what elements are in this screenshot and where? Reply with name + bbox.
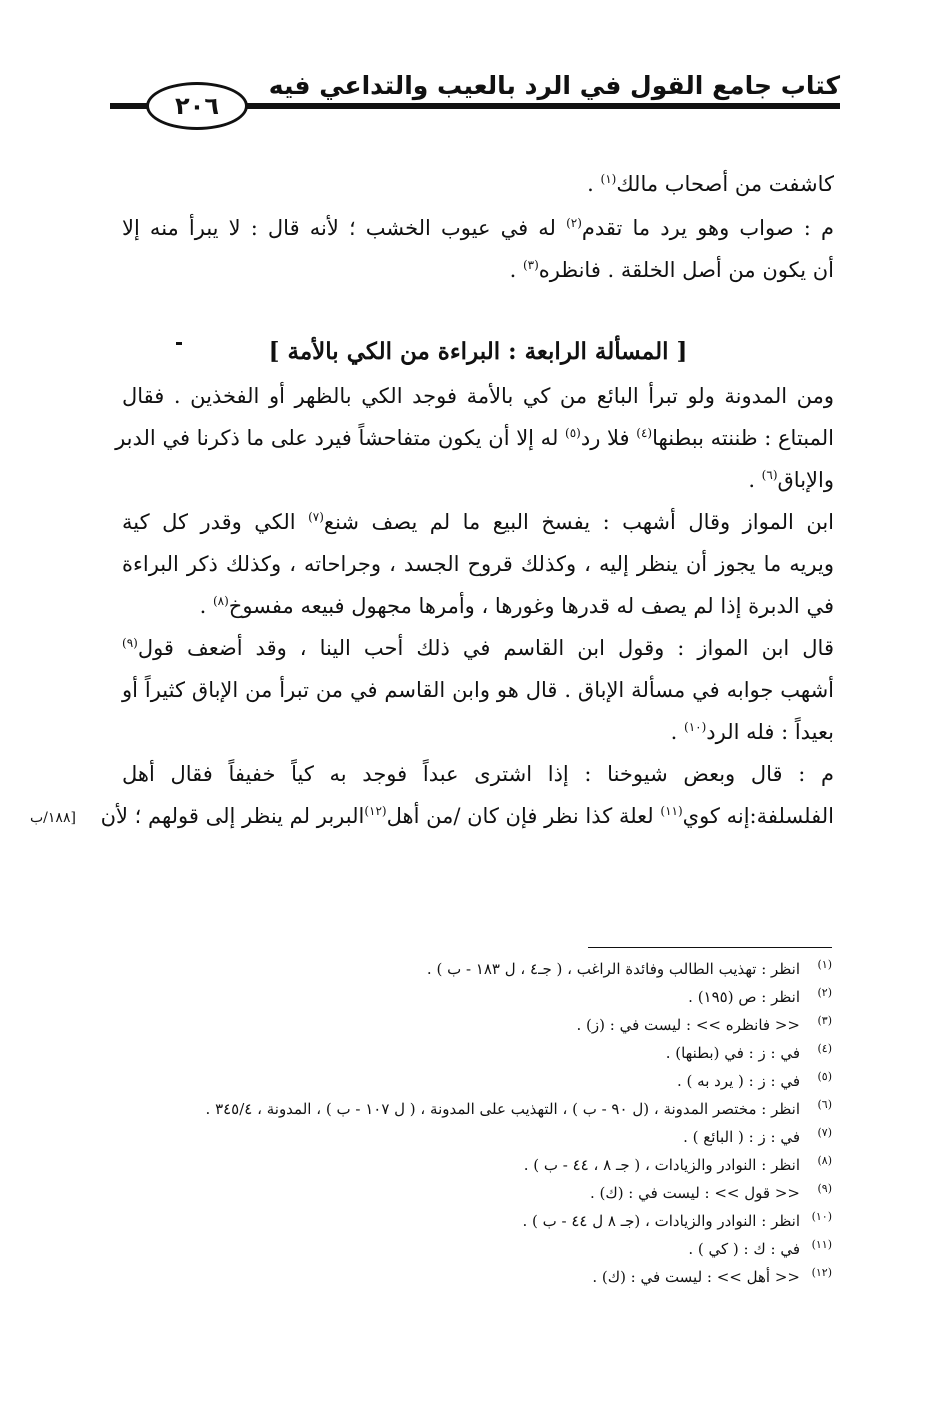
text-line: أن يكون من أصل الخلقة . فانظره$^{(٣)}$ . xyxy=(509,258,834,282)
footnote: (٧)في : ز : ( البائع ) . xyxy=(683,1126,832,1146)
text-line: كاشفت من أصحاب مالك$^{(١)}$ . xyxy=(587,172,834,196)
footnote: (١١)في : ك : ( كي ) . xyxy=(688,1238,832,1258)
text-line: المبتاع : ظننته ببطنها$^{(٤)}$ فلا رد$^{(٥)}$ له إلا أن يكون متفاحشاً فيرد على ما ذكرنا في الدبر xyxy=(115,426,834,450)
footnote-ref: (١) xyxy=(600,172,617,186)
page-number: ٢٠٦ xyxy=(175,92,219,120)
text-line: قال ابن المواز : وقول ابن القاسم في ذلك أحب الينا ، وقد أضعف قول$^{(٩)}$ xyxy=(122,636,834,660)
footnote: (٩)<< قول >> : ليست في : (ك) . xyxy=(589,1182,832,1202)
footnotes xyxy=(100,0,834,1412)
footnote: (١٢)<< أهل >> : ليست في : (ك) . xyxy=(592,1266,832,1286)
footnote-ref: (٩) xyxy=(122,636,138,650)
text-line: أشهب جوابه في مسألة الإباق . قال هو وابن القاسم في من تبرأ من الإباق كثيراً أو xyxy=(122,678,834,702)
manuscript-folio-ref: [١٨٨/ب xyxy=(30,810,76,826)
footnote-ref: (٣) xyxy=(522,258,539,272)
text-line: في الدبرة إذا لم يصف له قدرها وغورها ، وأمرها مجهول فبيعه مفسوخ$^{(٨)}$ . xyxy=(199,594,834,618)
footnote-ref: (٦) xyxy=(761,468,778,482)
footnote: (٣)<< فانظره >> : ليست في : (ز) . xyxy=(576,1014,832,1034)
footnote-ref: (١١) xyxy=(660,804,683,818)
text-line: بعيداً : فله الرد$^{(١٠)}$ . xyxy=(670,720,834,744)
text-line: ومن المدونة ولو تبرأ البائع من كي بالأمة فوجد الكي بالظهر أو الفخذين . فقال xyxy=(122,384,834,408)
text-line: ابن المواز وقال أشهب : يفسخ البيع ما لم يصف شنع$^{(٧)}$ الكي وقدر كل كية xyxy=(122,510,834,534)
text-line: ويريه ما يجوز أن ينظر إليه ، وكذلك قروح الجسد ، وجراحاته ، وكذلك ذكر البراءة xyxy=(122,552,834,576)
footnote-ref: (٥) xyxy=(565,426,581,440)
footnote-ref: (٤) xyxy=(636,426,653,440)
footnote-ref: (٢) xyxy=(566,216,582,230)
footnote: (٥)في : ز : ( يرد به ) . xyxy=(677,1070,832,1090)
text-line: م : قال وبعض شيوخنا : إذا اشترى عبداً فوجد به كياً خفيفاً فقال أهل xyxy=(122,762,834,786)
footnote-ref: (١٢) xyxy=(364,804,387,818)
running-title: كتاب جامع القول في الرد بالعيب والتداعي فيه xyxy=(263,70,840,102)
section-heading: [ المسألة الرابعة : البراءة من الكي بالأمة ] xyxy=(268,338,688,365)
text-line: والإباق$^{(٦)}$ . xyxy=(748,468,834,492)
footnote-ref: (٨) xyxy=(212,594,229,608)
text-line: الفلسلفة:إنه كوي$^{(١١)}$ لعلة كذا نظر فإن كان /من أهل$^{(١٢)}$البربر لم ينظر إلى قولهم ؛ لأن xyxy=(100,804,834,828)
footnote-ref: (١٠) xyxy=(684,720,707,734)
footnote: (٨)انظر : النوادر والزيادات ، ( جـ ٨ ، ٤٤ - ب ) . xyxy=(523,1154,832,1174)
footnote-ref: (٧) xyxy=(308,510,324,524)
footnote: (٤)في : ز : في (بطنها) . xyxy=(665,1042,832,1062)
text-line: م : صواب وهو يرد ما تقدم$^{(٢)}$ له في عيوب الخشب ؛ لأنه قال : لا يبرأ منه إلا xyxy=(122,216,834,240)
footnote: (٦)انظر : مختصر المدونة ، (ل ٩٠ - ب ) ، التهذيب على المدونة ، ( ل ١٠٧ - ب ) ، المدونة ، ٣٤٥/٤ . xyxy=(205,1098,832,1118)
footnote: (١)انظر : تهذيب الطالب وفائدة الراغب ، ( جـ٤ ، ل ١٨٣ - ب ) . xyxy=(426,958,832,978)
footnote: (٢)انظر : ص (١٩٥) . xyxy=(688,986,832,1006)
footnote: (١٠)انظر : النوادر والزيادات ، (جـ ٨ ل ٤٤ - ب ) . xyxy=(522,1210,832,1230)
